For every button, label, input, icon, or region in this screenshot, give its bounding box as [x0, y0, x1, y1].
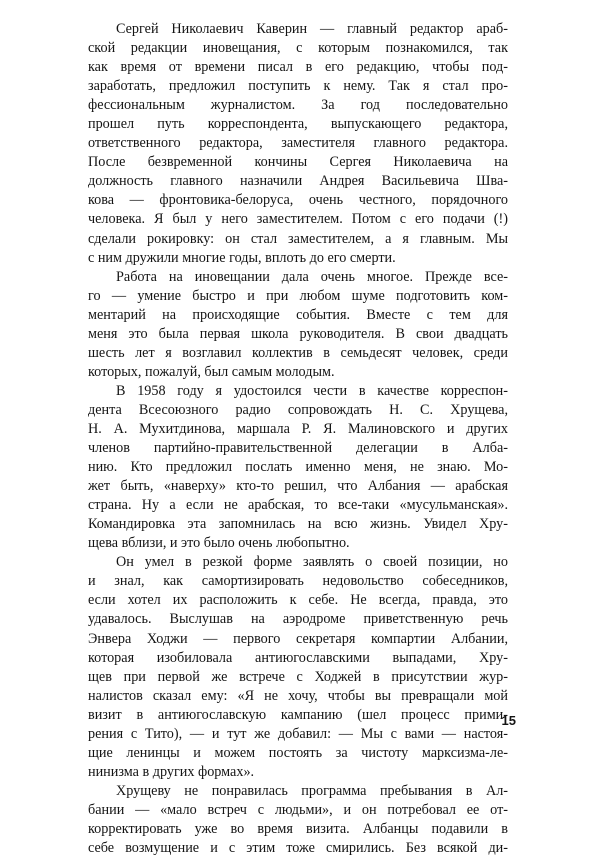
text-line: налистов сказал ему: «Я не хочу, чтобы вы превращали мой: [88, 687, 508, 704]
text-line: нию. Кто предложил послать именно меня, не знаю. Мо-: [88, 459, 508, 476]
text-line: Командировка эта запомнилась на всю жизнь. Увидел Хру-: [88, 516, 508, 533]
text-line: себе возмущение и с этим тоже смирились. Без всякой ди-: [88, 840, 508, 857]
text-line: страна. Ну а если не арабская, то все-таки «мусульманская».: [88, 497, 508, 514]
text-line: го — умение быстро и при любом шуме подготовить ком-: [88, 287, 508, 304]
paragraph: [88, 382, 508, 553]
text-line: ской редакции иновещания, с которым познакомился, так: [88, 40, 508, 57]
text-line: Он умел в резкой форме заявлять о своей позиции, но: [116, 554, 508, 571]
text-line: бании — «мало встреч с людьми», и он потребовал ее от-: [88, 801, 508, 818]
text-line: нинизма в других формах».: [88, 763, 255, 780]
text-line: ментарий на происходящие события. Вместе с тем для: [88, 306, 508, 323]
text-line: кова — фронтовика-белоруса, очень честного, порядочного: [88, 192, 508, 209]
text-line: Хрущеву не понравилась программа пребывания в Ал-: [116, 782, 508, 799]
text-line: щева вблизи, и это было очень любопытно.: [88, 535, 350, 552]
text-line: Работа на иновещании дала очень многое. Прежде все-: [116, 268, 508, 285]
text-line: сделали рокировку: он стал заместителем, а я главным. Мы: [88, 230, 508, 247]
text-line: рения с Тито), — и тут же добавил: — Мы с вами — настоя-: [88, 725, 508, 742]
text-line: меня это была первая школа руководителя. В свои двадцать: [88, 325, 508, 342]
text-line: После безвременной кончины Сергея Николаевича на: [88, 154, 508, 171]
text-line: как время от времени писал в его редакцию, чтобы под-: [88, 59, 508, 76]
text-line: В 1958 году я удостоился чести в качестве корреспон-: [116, 382, 508, 399]
text-line: щие ленинцы и можем постоять за чистоту марксизма-ле-: [88, 744, 508, 761]
text-line: Н. А. Мухитдинова, маршала Р. Я. Малиновского и других: [88, 420, 508, 437]
text-line: корректировать уже во время визита. Албанцы подавили в: [88, 820, 508, 837]
text-line: заработать, предложил поступить к нему. Так я стал про-: [88, 78, 508, 95]
paragraph: [88, 20, 508, 268]
text-line: человека. Я был у него заместителем. Потом с его подачи (!): [88, 211, 508, 228]
text-line: и знал, как самортизировать недовольство собеседников,: [88, 573, 508, 590]
text-line: которых, пожалуй, был самым молодым.: [88, 363, 335, 380]
text-line: членов партийно-правительственной делегации в Алба-: [88, 440, 508, 457]
paragraph: [88, 782, 508, 858]
page-number: 15: [501, 713, 516, 728]
text-line: должность главного назначили Андрея Васильевича Шва-: [88, 173, 508, 190]
paragraph: [88, 553, 508, 782]
text-line: Энвера Ходжи — первого секретаря компартии Албании,: [88, 630, 508, 647]
text-line: прошел путь корреспондента, выпускающего редактора,: [88, 116, 508, 133]
text-line: если хотел их расположить к себе. Не всегда, правда, это: [88, 592, 508, 609]
text-line: дента Всесоюзного радио сопровождать Н. С. Хрущева,: [88, 401, 508, 418]
text-line: жет быть, «наверху» кто-то решил, что Албания — арабская: [88, 478, 508, 495]
body-text: [88, 20, 508, 858]
text-line: фессиональным журналистом. За год последовательно: [88, 97, 508, 114]
text-line: ответственного редактора, заместителя главного редактора.: [88, 135, 508, 152]
text-line: шесть лет я возглавил коллектив в семьдесят человек, среди: [88, 344, 508, 361]
text-line: удавалось. Выслушав на аэродроме приветственную речь: [88, 611, 508, 628]
text-line: Сергей Николаевич Каверин — главный редактор араб-: [116, 21, 508, 37]
text-line: визит в антиюгославскую кампанию (шел процесс прими-: [88, 706, 508, 723]
text-line: которая изобиловала антиюгославскими выпадами, Хру-: [88, 649, 508, 666]
text-line: с ним дружили многие годы, вплоть до его смерти.: [88, 249, 396, 266]
paragraph: [88, 268, 508, 382]
text-line: щев при первой же встрече с Ходжей в присутствии жур-: [88, 668, 508, 685]
